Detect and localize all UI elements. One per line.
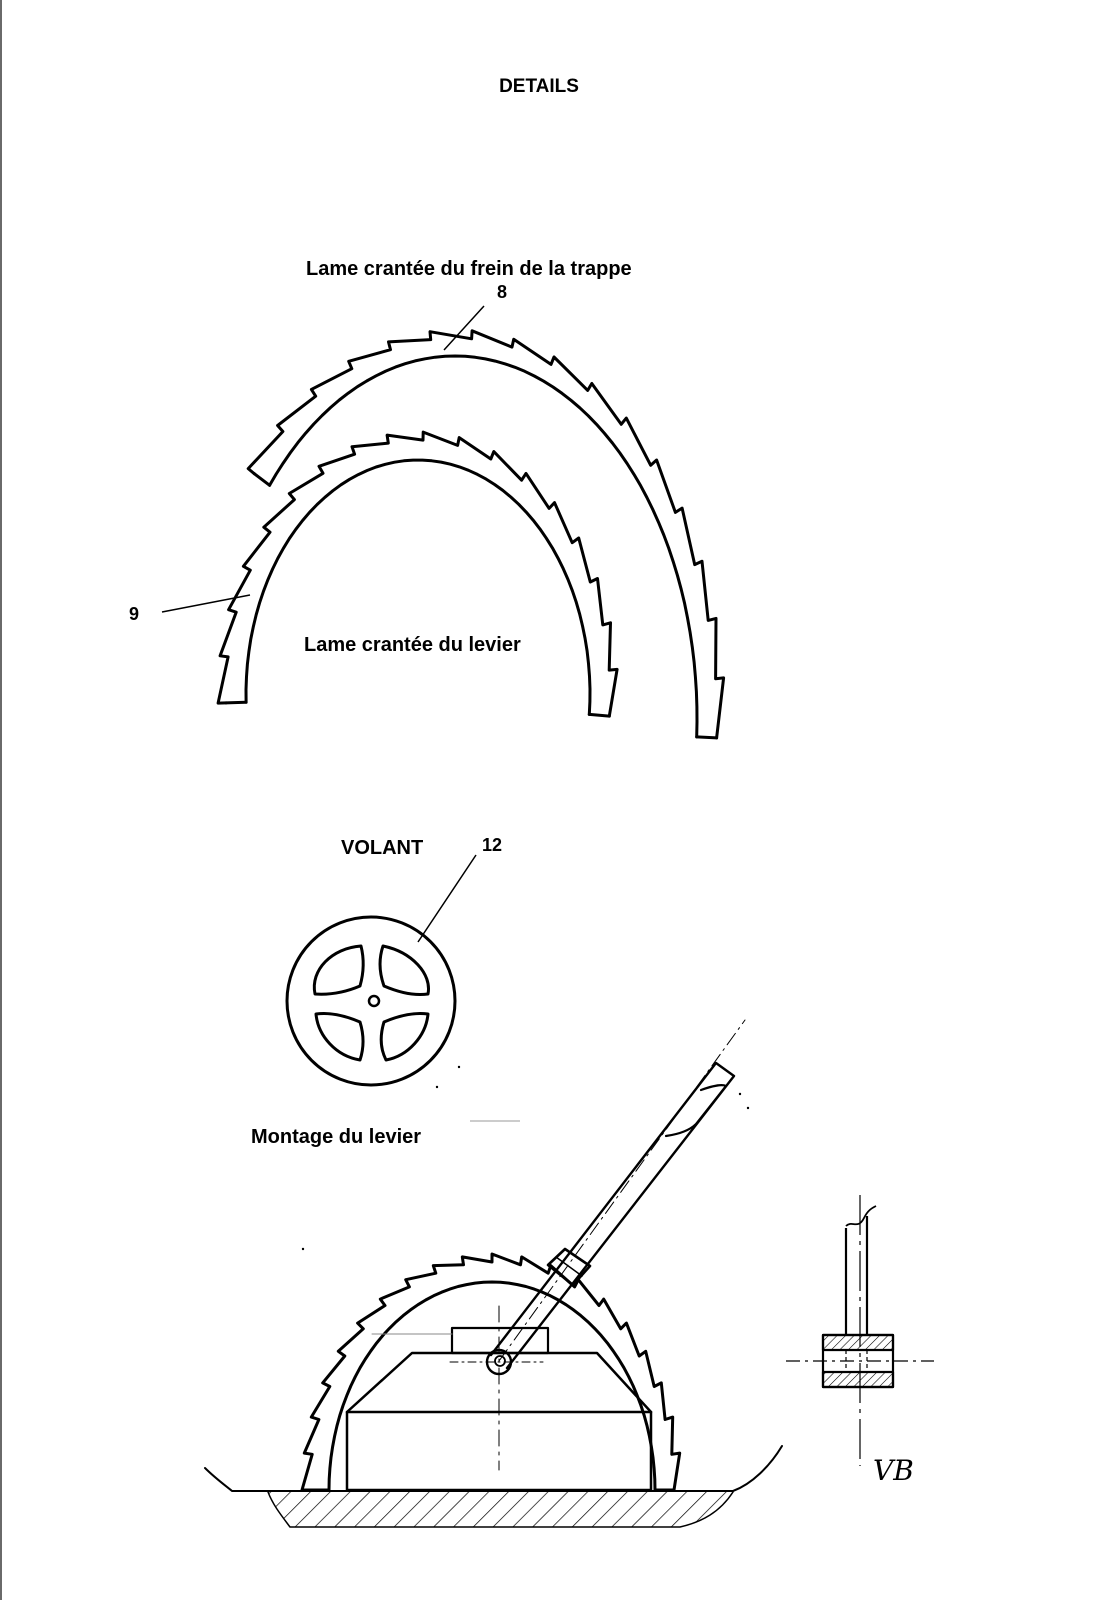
wheel-window-bottom-right <box>381 1013 428 1060</box>
signature: VB <box>873 1454 914 1487</box>
section-bottom-hatch <box>823 1372 893 1387</box>
lever-grip <box>666 1085 726 1136</box>
leader-8 <box>444 306 484 350</box>
assembly-drawing <box>205 1020 782 1527</box>
stray-dot <box>458 1066 460 1068</box>
pivot-pin-inner <box>495 1356 505 1366</box>
page-title: DETAILS <box>499 76 579 97</box>
part-number-9: 9 <box>129 604 140 624</box>
stray-dot <box>436 1086 438 1088</box>
ground-hatch <box>268 1492 733 1527</box>
wheel-rim <box>287 917 455 1085</box>
frein-blade-outer-edge <box>248 331 723 738</box>
wheel-window-bottom-left <box>316 1013 363 1060</box>
leader-12 <box>418 855 476 942</box>
frein-blade-ends <box>254 474 716 738</box>
section-break-line <box>846 1206 876 1226</box>
ground-surface <box>205 1446 782 1491</box>
wheel-drawing <box>287 917 455 1085</box>
lever-blade-label: Lame crantée du levier <box>304 634 521 656</box>
section-detail-drawing <box>786 1195 934 1466</box>
assembly-blade-inner-edge <box>329 1282 655 1490</box>
part-number-8: 8 <box>497 282 508 302</box>
lever-centerline <box>499 1020 745 1361</box>
section-top-hatch <box>823 1335 893 1350</box>
leader-9 <box>162 595 250 612</box>
lever-rod <box>491 1063 734 1368</box>
frein-blade-drawing <box>248 331 723 738</box>
wheel-window-top-right <box>380 946 428 995</box>
frein-blade-label: Lame crantée du frein de la trappe <box>306 258 632 280</box>
lever-blade-drawing <box>218 432 617 716</box>
part-number-12: 12 <box>482 835 503 855</box>
frein-blade-inner-edge <box>270 356 697 737</box>
assembly-label: Montage du levier <box>251 1126 422 1148</box>
wheel-label: VOLANT <box>341 837 424 859</box>
wheel-window-top-left <box>314 946 363 994</box>
lever-blade-outer-edge <box>218 432 617 716</box>
lever-blade-inner-edge <box>246 460 590 714</box>
lever-blade-ends <box>226 702 609 716</box>
wheel-hub <box>369 996 379 1006</box>
